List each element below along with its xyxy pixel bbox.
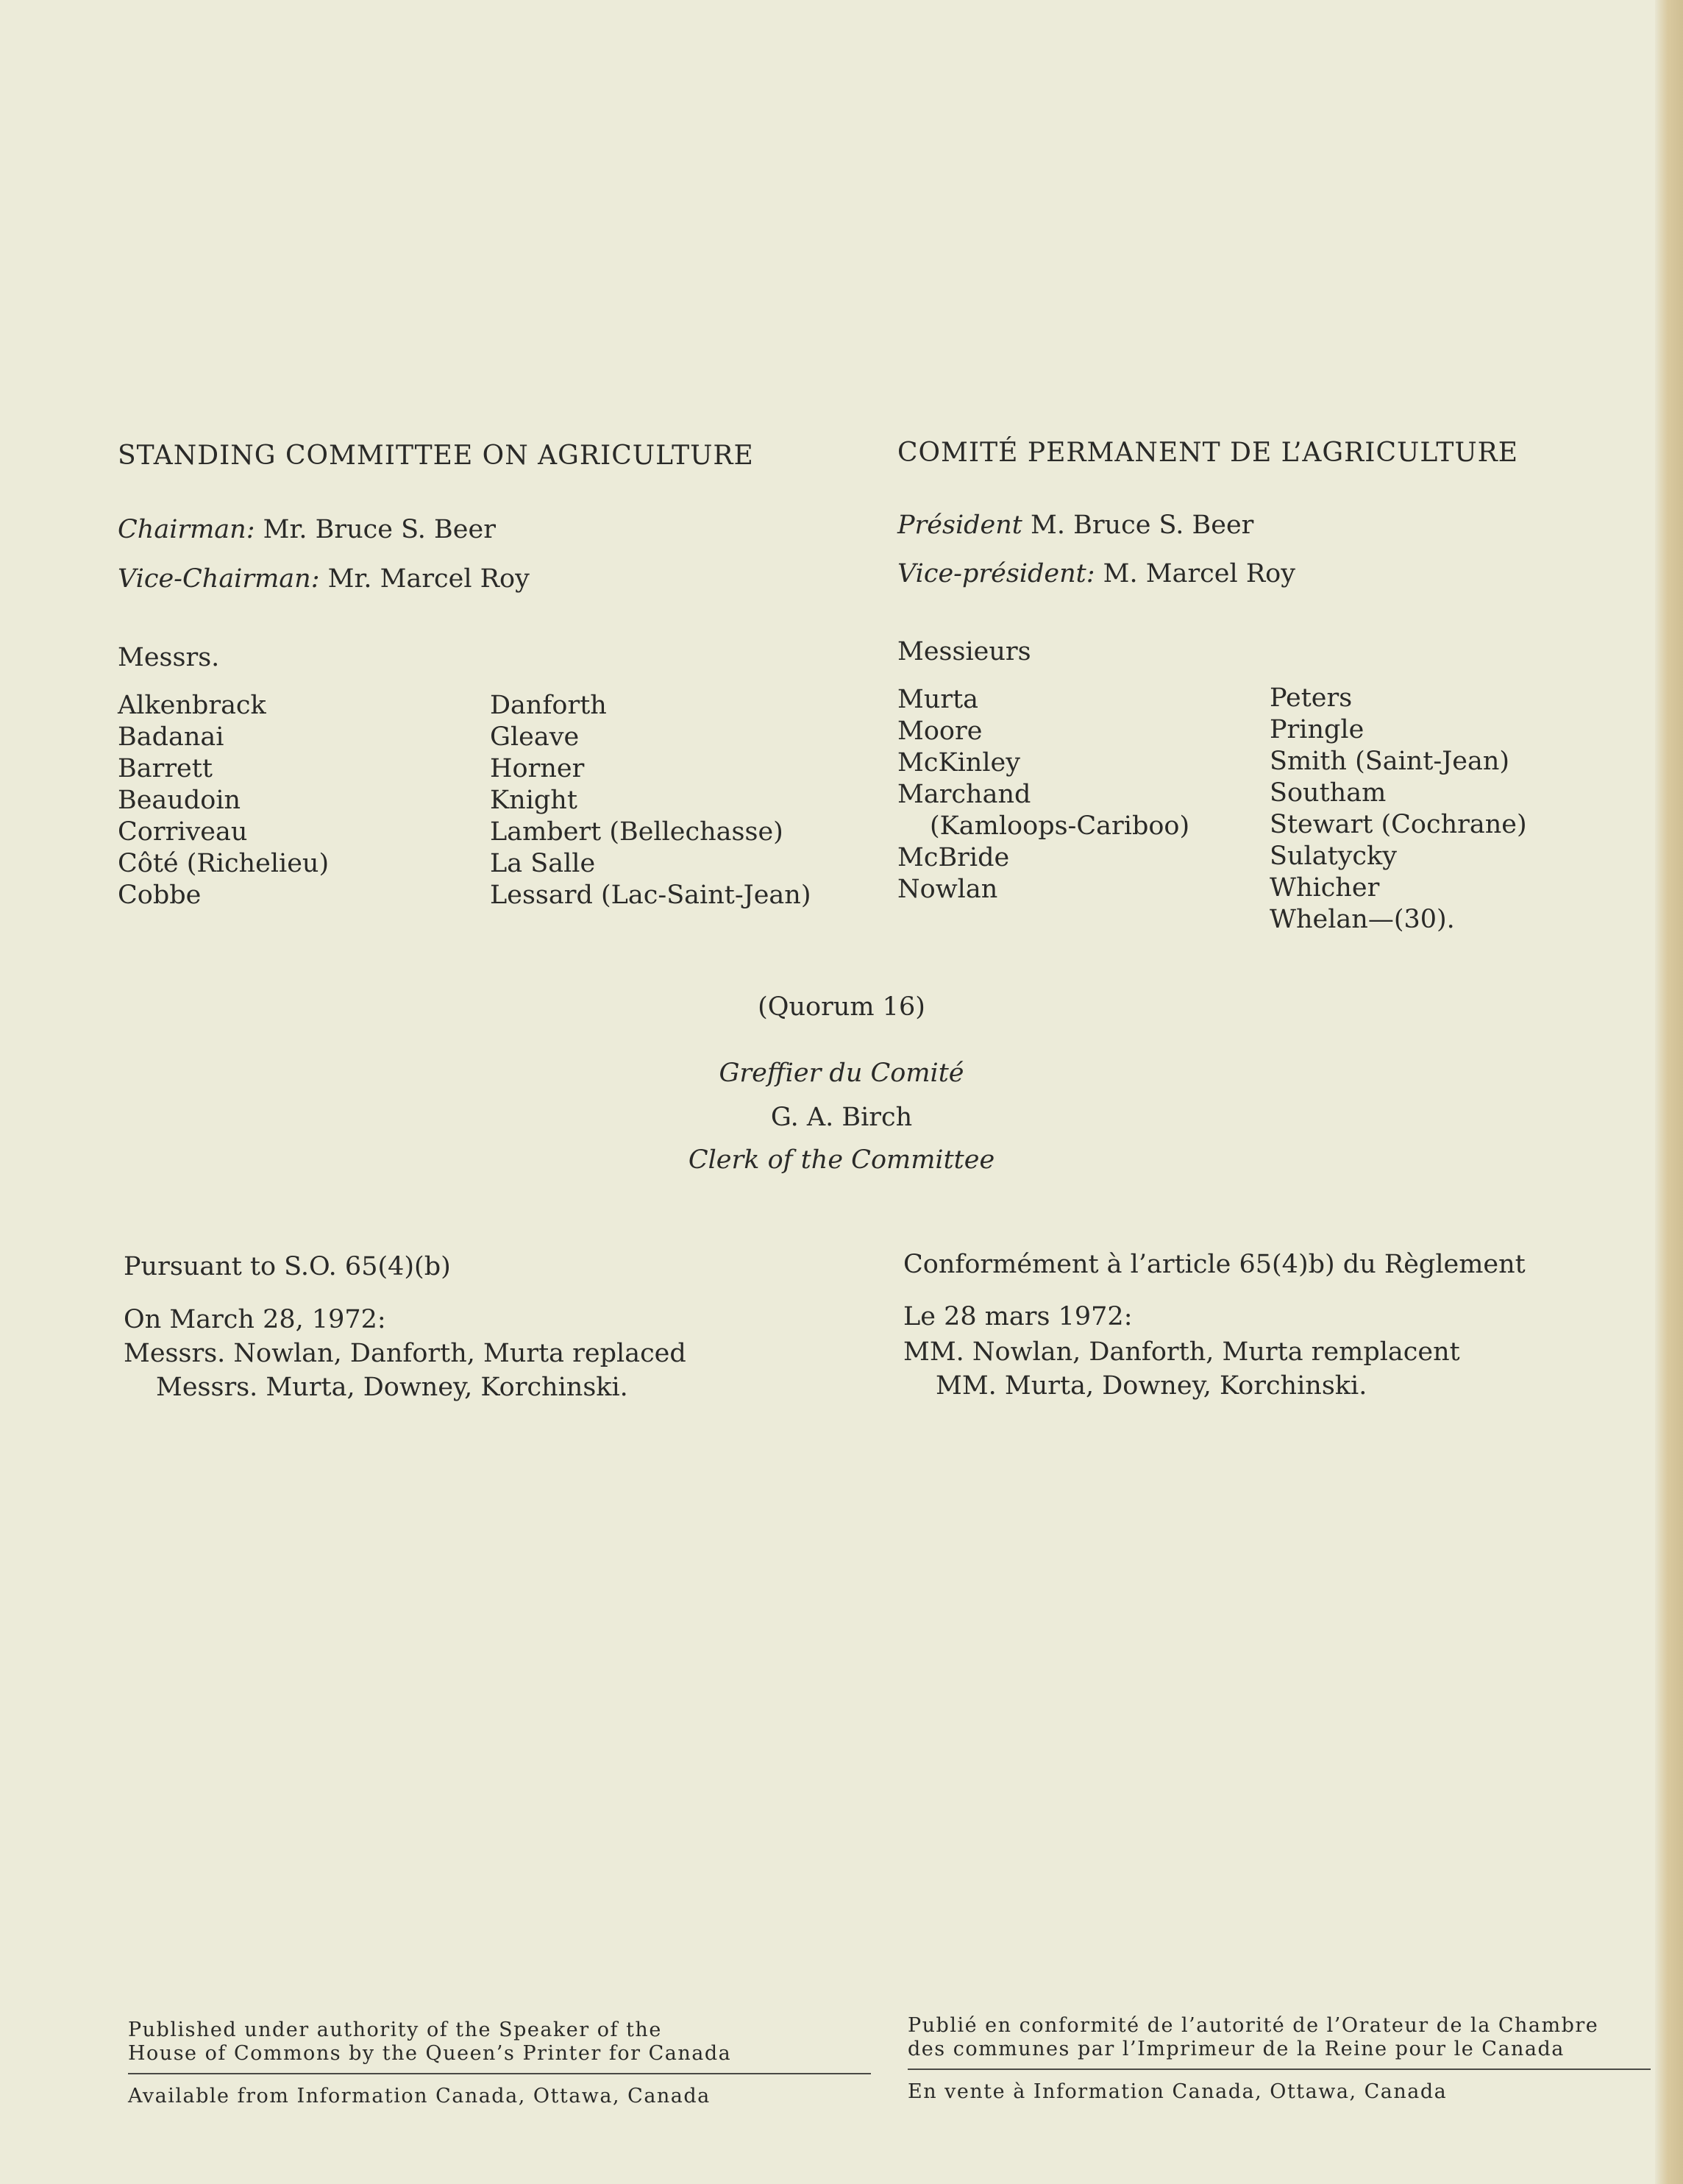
members-list-en-1 xyxy=(118,690,329,911)
members-list-en-2 xyxy=(490,690,811,911)
change-line-en: Messrs. Murta, Downey, Korchinski. xyxy=(156,1373,628,1402)
footer-publisher-fr xyxy=(908,2014,1598,2061)
change-date-fr: Le 28 mars 1972: xyxy=(903,1302,1133,1331)
vice-president-fr xyxy=(897,558,1295,590)
vice-chairman-label: Vice-Chairman: xyxy=(118,564,320,594)
clerk-title-fr: Greffier du Comité xyxy=(719,1059,964,1088)
chairman-en xyxy=(118,513,496,546)
member: Danforth xyxy=(490,691,607,720)
member: Barrett xyxy=(118,754,213,783)
footer-line: des communes par l’Imprimeur de la Reine pour le Canada xyxy=(908,2038,1565,2060)
vice-chairman-name: Mr. Marcel Roy xyxy=(327,564,530,594)
vice-president-label: Vice-président: xyxy=(897,559,1095,588)
footer-availability-en: Available from Information Canada, Ottawa, Canada xyxy=(128,2085,711,2107)
president-fr xyxy=(897,509,1253,541)
members-list-fr-2 xyxy=(1270,683,1527,936)
clerk-name: G. A. Birch xyxy=(770,1103,913,1132)
member: McKinley xyxy=(897,748,1021,778)
member: Sulatycky xyxy=(1270,842,1398,871)
member: Southam xyxy=(1270,778,1387,808)
member: Badanai xyxy=(118,722,224,752)
member: Beaudoin xyxy=(118,786,241,815)
member: Marchand xyxy=(897,780,1031,809)
footer-line: Published under authority of the Speaker of the xyxy=(128,2018,662,2041)
vice-chairman-en xyxy=(118,563,530,595)
footer-line: House of Commons by the Queen’s Printer for Canada xyxy=(128,2042,732,2065)
member: Knight xyxy=(490,786,577,815)
clerk-title-en: Clerk of the Committee xyxy=(688,1145,995,1175)
member: Stewart (Cochrane) xyxy=(1270,810,1527,839)
member: (Kamloops-Cariboo) xyxy=(930,811,1190,841)
member: Nowlan xyxy=(897,875,998,904)
member: Horner xyxy=(490,754,585,783)
footer-rule-fr xyxy=(908,2069,1651,2070)
member: Gleave xyxy=(490,722,580,752)
footer-publisher-en xyxy=(128,2018,731,2066)
president-name: M. Bruce S. Beer xyxy=(1031,511,1254,540)
authority-fr: Conformément à l’article 65(4)b) du Règlement xyxy=(903,1250,1526,1279)
vice-president-name: M. Marcel Roy xyxy=(1103,559,1296,588)
member: Murta xyxy=(897,685,979,714)
member: McBride xyxy=(897,843,1010,872)
change-line-en: Messrs. Nowlan, Danforth, Murta replaced xyxy=(124,1339,686,1368)
member: Alkenbrack xyxy=(118,691,266,720)
member: La Salle xyxy=(490,849,596,878)
members-label-en: Messrs. xyxy=(118,643,220,672)
member: Corriveau xyxy=(118,817,248,847)
chairman-name: Mr. Bruce S. Beer xyxy=(263,515,496,544)
members-label-fr: Messieurs xyxy=(897,637,1031,666)
member: Whelan—(30). xyxy=(1270,905,1455,934)
member: Lessard (Lac-Saint-Jean) xyxy=(490,881,811,910)
change-date-en: On March 28, 1972: xyxy=(124,1305,386,1334)
member: Cobbe xyxy=(118,881,202,910)
footer-availability-fr: En vente à Information Canada, Ottawa, Canada xyxy=(908,2080,1448,2103)
member: Smith (Saint-Jean) xyxy=(1270,747,1510,776)
member: Whicher xyxy=(1270,873,1380,903)
member: Lambert (Bellechasse) xyxy=(490,817,783,847)
member: Côté (Richelieu) xyxy=(118,849,330,878)
chairman-label: Chairman: xyxy=(118,515,255,544)
president-label: Président xyxy=(897,511,1022,540)
heading-en: STANDING COMMITTEE ON AGRICULTURE xyxy=(118,441,754,471)
quorum: (Quorum 16) xyxy=(758,992,925,1022)
member: Peters xyxy=(1270,683,1353,713)
change-line-fr: MM. Murta, Downey, Korchinski. xyxy=(936,1371,1367,1401)
member: Moore xyxy=(897,716,983,746)
member: Pringle xyxy=(1270,715,1364,744)
footer-rule-en xyxy=(128,2073,871,2074)
authority-en: Pursuant to S.O. 65(4)(b) xyxy=(124,1252,451,1281)
members-list-fr-1 xyxy=(897,684,1189,906)
change-line-fr: MM. Nowlan, Danforth, Murta remplacent xyxy=(903,1337,1460,1367)
footer-line: Publié en conformité de l’autorité de l’Orateur de la Chambre xyxy=(908,2014,1599,2037)
heading-fr: COMITÉ PERMANENT DE L’AGRICULTURE xyxy=(897,438,1519,468)
